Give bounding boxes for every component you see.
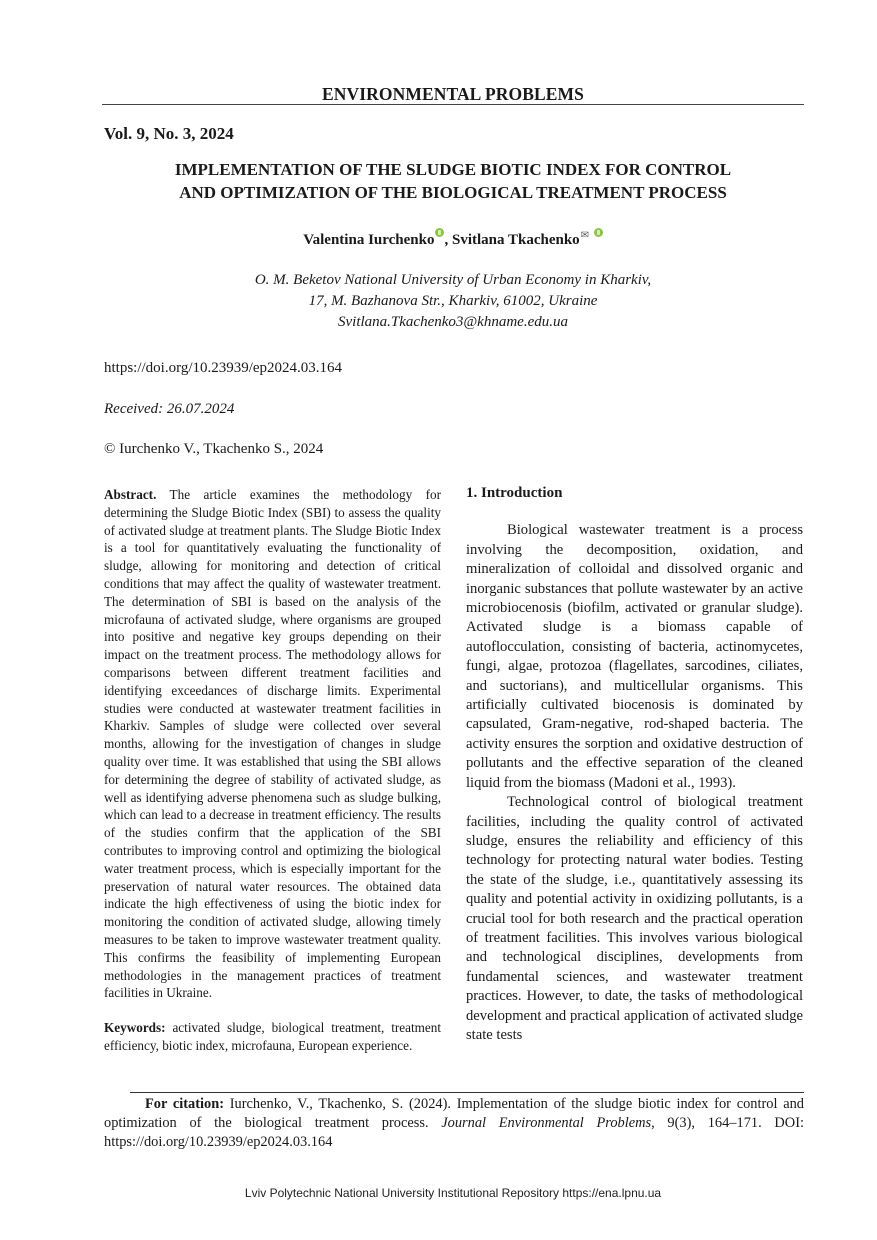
abstract xyxy=(104,486,441,1002)
abstract-label: Abstract. xyxy=(104,487,157,502)
abstract-column xyxy=(104,486,441,1055)
keywords xyxy=(104,1019,441,1055)
affiliation xyxy=(102,270,804,333)
received-date: Received: 26.07.2024 xyxy=(104,401,235,417)
citation-label: For citation: xyxy=(145,1096,225,1112)
author-separator: , xyxy=(444,232,452,248)
affiliation-institution: O. M. Beketov National University of Urban Economy in Kharkiv, xyxy=(254,272,652,288)
keywords-text: activated sludge, biological treatment, treatment efficiency, biotic index, microfauna, European experience. xyxy=(104,1020,441,1053)
author-email[interactable]: Svitlana.Tkachenko3@khname.edu.ua xyxy=(338,314,568,330)
keywords-label: Keywords: xyxy=(104,1020,166,1036)
author-name: Svitlana Tkachenko xyxy=(451,232,580,248)
citation-text: Iurchenko, V., Tkachenko, S. (2024). Implementation of the sludge biotic index for control and optimization of the biological treatment process. xyxy=(104,1096,804,1131)
paragraph: Biological wastewater treatment is a process involving the decomposition, oxidation, and mineralization of colloidal and dissolved organic and inorganic substances that pollute wastewater by an active microbiocenosis (biofilm, activated or granular sludge). Activated sludge is a biomass capable of autoflocculation, consisting of bacteria, actinomycetes, fungi, algae, protozoa (flagellates, sarcodines, ciliates, and suctorians), and multicellular organisms. This artificially cultivated biocenosis is dominated by capsulated, Gram-negative, rod-shaped bacteria. The activity ensures the sorption and oxidative destruction of pollutants and the effective separation of the cleaned liquid from the biomass (Madoni et al., 1993). xyxy=(466,522,803,791)
title-line-1: IMPLEMENTATION OF THE SLUDGE BIOTIC INDEX FOR CONTROL xyxy=(174,160,732,179)
paragraph: Technological control of biological treatment facilities, including the quality control of activated sludge, ensures the reliability and efficiency of this technology for protecting natural water bodies. Testing the state of the sludge, i.e., quantitatively assessing its quality and potential activity in oxidizing pollutants, is a crucial tool for both research and the practical operation of treatment facilities. This involves various biological and technological disciplines, developments from fundamental sciences, and wastewater treatment practices. However, to date, the tasks of methodological development and practical application of activated sludge state tests xyxy=(466,794,803,1043)
article-title xyxy=(102,158,804,204)
introduction-column xyxy=(466,484,803,1045)
affiliation-address: 17, M. Bazhanova Str., Kharkiv, 61002, Ukraine xyxy=(308,293,598,309)
abstract-text: The article examines the methodology for determining the Sludge Biotic Index (SBI) to assess the quality of activated sludge at treatment plants. The Sludge Biotic Index is a tool for quantitatively evaluating the functionality of sludge, allowing for monitoring and detection of critical conditions that may affect the quality of wastewater treatment. The determination of SBI is based on the analysis of the microfauna of activated sludge, where organisms are grouped into positive and negative key groups depending on their impact on the treatment process. The methodology allows for comparisons between different treatment facilities and identifying exceedances of discharge limits. Experimental studies were conducted at wastewater treatment facilities in Kharkiv. Samples of sludge were collected over several months, allowing for the investigation of changes in sludge quality over time. It was established that using the SBI allows for determining the degree of stability of activated sludge, as well as identifying adverse phenomena such as sludge bulking, which can lead to a decrease in treatment efficiency. The results of the studies confirm that the application of the SBI contributes to improving control and optimizing the biological water treatment process, which is especially important for the preservation of natural water resources. The obtained data indicate the high effectiveness of using the biotic index for monitoring the condition of activated sludge, allowing timely measures to be taken to improve wastewater treatment quality. This confirms the feasibility of implementing European methodologies in the management practices of treatment facilities in Ukraine. xyxy=(104,487,441,1001)
citation-journal: Journal Environmental Problems xyxy=(441,1115,652,1131)
journal-name: ENVIRONMENTAL PROBLEMS xyxy=(322,84,584,104)
author-list xyxy=(102,228,804,249)
title-line-2: AND OPTIMIZATION OF THE BIOLOGICAL TREATMENT PROCESS xyxy=(179,183,727,202)
header-rule xyxy=(102,104,804,105)
envelope-icon[interactable]: ✉ xyxy=(580,230,590,241)
repository-footer: Lviv Polytechnic National University Institutional Repository https://ena.lpnu.ua xyxy=(244,1186,662,1200)
orcid-icon[interactable] xyxy=(594,228,603,237)
doi-link[interactable]: https://doi.org/10.23939/ep2024.03.164 xyxy=(104,360,343,376)
author-name: Valentina Iurchenko xyxy=(303,232,435,248)
volume-issue: Vol. 9, No. 3, 2024 xyxy=(104,124,234,143)
citation-text-end: , 9(3), 164–171. DOI: https://doi.org/10.23939/ep2024.03.164 xyxy=(104,1115,804,1150)
citation-footnote xyxy=(104,1095,804,1152)
footnote-rule xyxy=(130,1092,804,1093)
copyright: © Iurchenko V., Tkachenko S., 2024 xyxy=(104,441,324,457)
section-heading: 1. Introduction xyxy=(466,485,563,501)
